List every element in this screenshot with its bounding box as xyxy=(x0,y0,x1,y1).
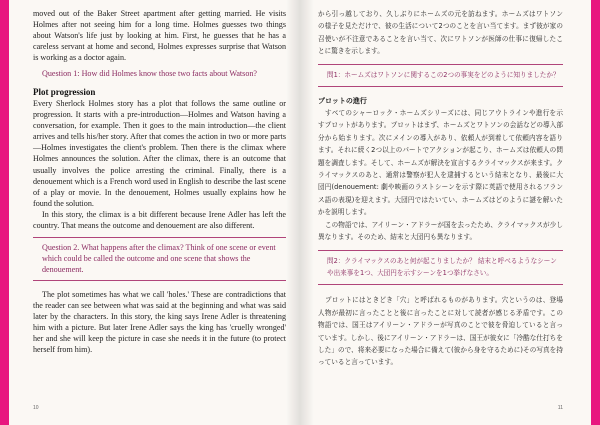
left-page xyxy=(9,0,300,425)
section-heading: Plot progression xyxy=(33,87,96,98)
section-heading-ja: プロットの進行 xyxy=(318,97,367,106)
climax-paragraph-ja: この物語では、アイリーン・アドラーが国を去ったため、クライマックスが少し異なります。そのため、結末と大団円も異なります。 xyxy=(318,220,563,242)
intro-paragraph: moved out of the Baker Street apartment after getting married. He visits Holmes after not seeing him for a long time. Holmes guesses two things about Watson's life just by looking at him. First, he guesses that he has a careless servant at home and second, Holmes expresses surprise that Watson is working as a doctor again. xyxy=(33,9,286,63)
gutter-shadow xyxy=(300,0,314,425)
question-1-box-ja xyxy=(318,64,563,87)
holes-paragraph-ja: プロットにはときどき「穴」と呼ばれるものがあります。穴というのは、登場人物が最初に言ったことと後に言ったことに対して読者が感じる矛盾です。この物語では、国王はアイリーン・アドラーが写真のことで彼を脅迫していると言っています。しかし、後にアイリーン・アドラーは、国王が彼女に「冷酷な仕打ちをした」ので、将来必要になった場合に備えて(彼から身を守るために)その写真を持っていると言っています。 xyxy=(318,296,563,367)
gutter-shadow xyxy=(286,0,300,425)
plot-paragraph: Every Sherlock Holmes story has a plot that follows the same outline or progression. It starts with a pre-introduction—Holmes and Watson having a conversation, for example. Then it goes to the main introduction—the client arrives and tells his/her story. After that comes the action in two or more parts—Holmes investigates the client's problem. Then there is the climax where Holmes announces the solution. After the climax, there is an outcome that usually involves the police arresting the criminal. Finally, there is a denouement which is a French word used in English to describe the last scene of a play or movie. In the denouement, Holmes usually explains how he found the solution. xyxy=(33,99,286,208)
page-number: 11 xyxy=(557,405,563,411)
plot-paragraph-ja: すべてのシャーロック・ホームズシリーズには、同じアウトラインや進行を示すプロットがあります。プロットはまず、ホームズとワトソンの会話などの導入部分から始まります。次にメインの導入があり、依頼人が到着して依頼内容を語ります。それに続く2つ以上のパートでアクションが起こり、ホームズは依頼人の問題を調査します。そして、ホームズが解決を宣言するクライマックスが来ます。クライマックスのあと、通常は警察が犯人を逮捕するという結末となり、最後に大団円(denouement: 劇や映画のラストシーンを示す際に英語で使用されるフランス語の表現)を迎えます。大団円ではたいてい、ホームズはどのように謎を解いたかを説明します。 xyxy=(318,109,563,217)
question-2: Question 2. What happens after the climax? Think of one scene or event which could be called the outcome and one scene that shows the denouement. xyxy=(42,242,276,274)
page-number: 10 xyxy=(33,405,39,411)
question-2-box-ja xyxy=(318,250,563,286)
question-2-ja: 問2：クライマックスのあと何が起こりましたか？ 結末と呼べるようなシーンや出来事を1つ、大団円を示すシーンを1つ挙げなさい。 xyxy=(327,256,557,277)
question-2-box xyxy=(33,237,286,281)
question-1-ja: 問1：ホームズはワトソンに関するこの2つの事実をどのように知りましたか？ xyxy=(327,70,560,79)
intro-paragraph-ja: から引っ越しており、久しぶりにホームズの元を訪ねます。ホームズはワトソンの様子を見ただけで、彼の生活について2つのことを言い当てます。まず彼が家の召使いが不注意であることを言い当て、次にワトソンが医師の仕事に復帰したことに驚きを示します。 xyxy=(318,10,563,56)
holes-paragraph: The plot sometimes has what we call 'holes.' These are contradictions that the reader can see between what was said at the beginning and what was said later by the characters. In this story, the king says Irene Adler is threatening him with a picture. But later Irene Adler says the king has 'cruelly wronged' her and she will keep the picture in case she needs it in the future (to protect herself from him). xyxy=(33,289,286,355)
climax-paragraph: In this story, the climax is a bit different because Irene Adler has left the country. That means the outcome and denouement are also different. xyxy=(33,209,286,230)
right-page xyxy=(300,0,591,425)
book-spread xyxy=(9,0,591,425)
question-1: Question 1: How did Holmes know those two facts about Watson? xyxy=(42,69,258,79)
